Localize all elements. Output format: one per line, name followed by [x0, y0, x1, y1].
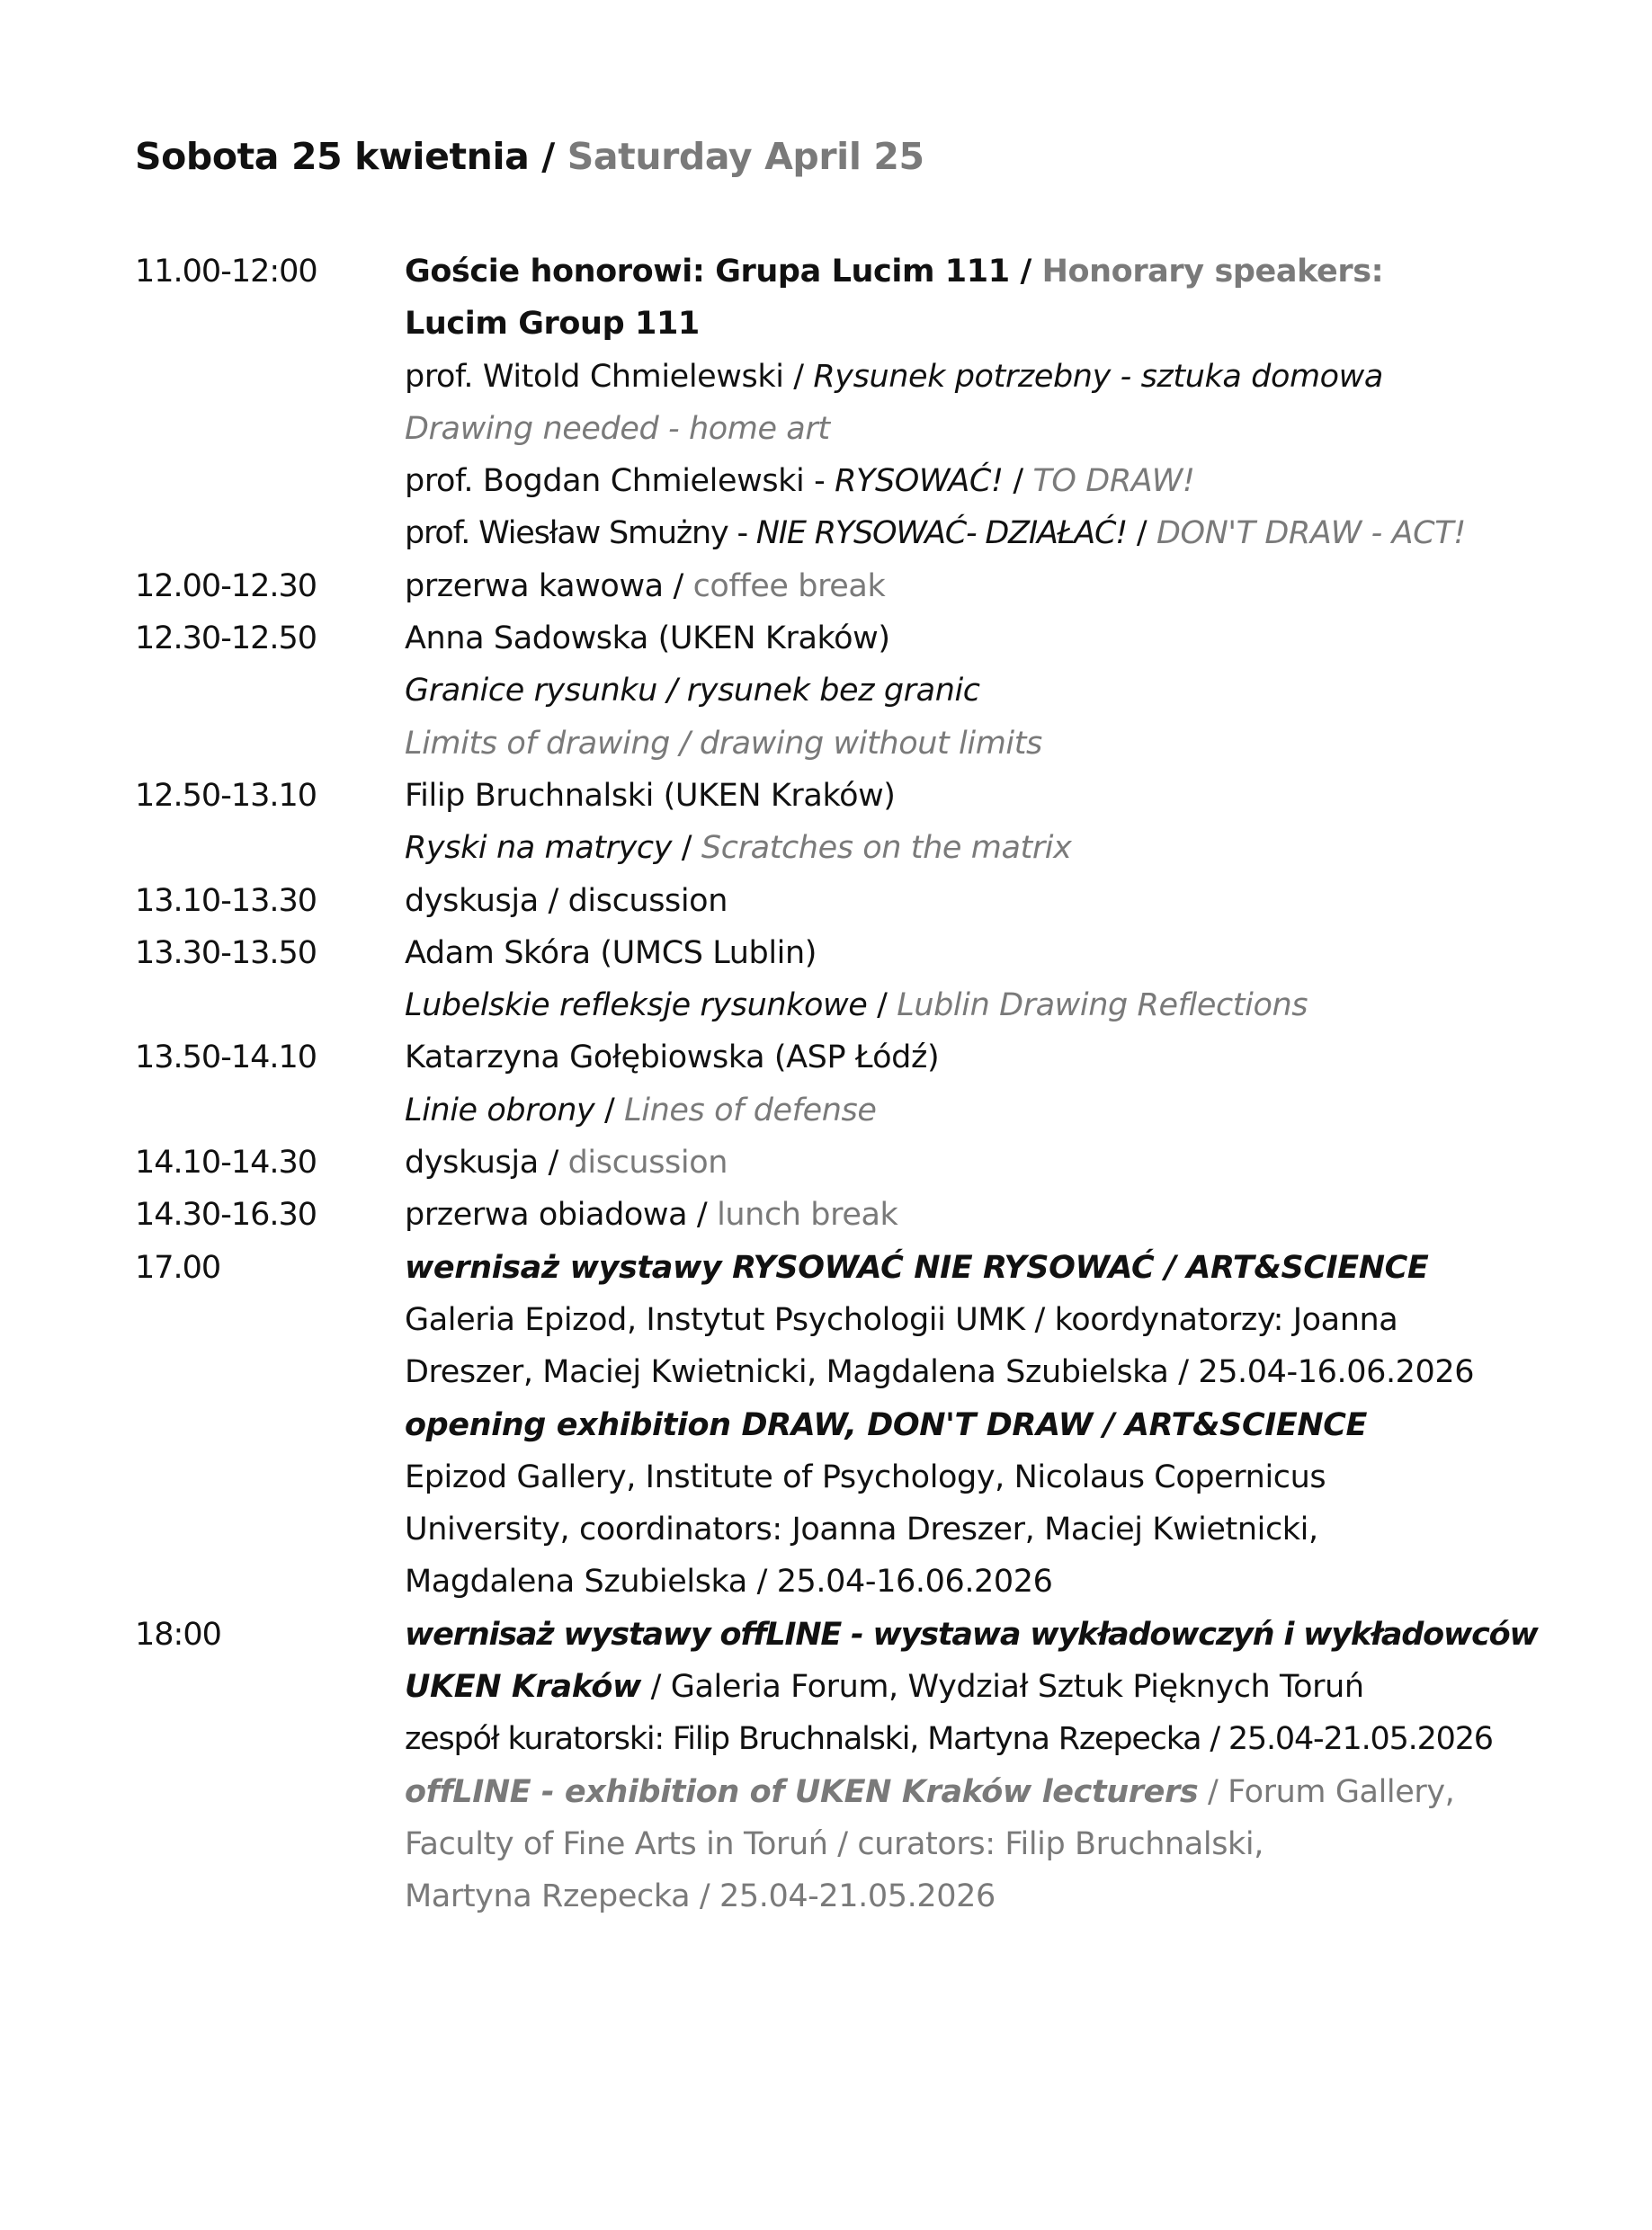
schedule-time: 13.10-13.30 — [135, 882, 317, 919]
text-segment: Scratches on the matrix — [701, 830, 1072, 867]
detail-line — [405, 875, 1538, 927]
text-segment: Lucim Group 111 — [405, 306, 700, 343]
day-heading — [135, 135, 924, 178]
text-segment: Anna Sadowska (UKEN Kraków) — [405, 620, 890, 657]
detail-line — [405, 1766, 1538, 1818]
schedule-details — [405, 1031, 1538, 1137]
schedule-row — [135, 612, 1538, 770]
text-segment: wernisaż wystawy RYSOWAĆ NIE RYSOWAĆ / ART&SCIENCE — [405, 1249, 1429, 1286]
schedule-time: 12.30-12.50 — [135, 620, 317, 657]
detail-line — [405, 1503, 1538, 1556]
text-segment: Epizod Gallery, Institute of Psychology, Nicolaus Copernicus — [405, 1458, 1326, 1495]
detail-line — [405, 1189, 1538, 1241]
schedule-details — [405, 1189, 1538, 1241]
text-segment: discussion — [567, 1145, 728, 1182]
text-segment: Faculty of Fine Arts in Toruń / curators: Filip Bruchnalski, — [405, 1825, 1264, 1862]
detail-line — [405, 298, 1538, 350]
detail-line — [405, 1661, 1538, 1713]
text-segment: Drawing needed - home art — [405, 410, 830, 447]
schedule-details — [405, 875, 1538, 927]
schedule-time: 13.50-14.10 — [135, 1039, 317, 1076]
text-segment: przerwa kawowa / — [405, 567, 693, 604]
detail-line — [405, 1137, 1538, 1189]
detail-line — [405, 770, 1538, 822]
detail-line — [405, 1556, 1538, 1608]
schedule-row — [135, 875, 1538, 927]
schedule-details — [405, 612, 1538, 770]
text-segment: Goście honorowi: Grupa Lucim 111 / — [405, 254, 1042, 290]
schedule-row — [135, 1242, 1538, 1609]
detail-line — [405, 1294, 1538, 1346]
detail-line — [405, 1084, 1538, 1137]
detail-line — [405, 245, 1538, 298]
text-segment: / — [867, 987, 897, 1024]
schedule-time: 12.50-13.10 — [135, 777, 317, 814]
schedule-time: 11.00-12:00 — [135, 254, 317, 290]
text-segment: opening exhibition DRAW, DON'T DRAW / ART&SCIENCE — [405, 1406, 1368, 1443]
schedule-row — [135, 770, 1538, 875]
text-segment: / — [1127, 515, 1156, 552]
detail-line — [405, 1399, 1538, 1451]
text-segment: Martyna Rzepecka / 25.04-21.05.2026 — [405, 1878, 996, 1915]
text-segment: University, coordinators: Joanna Dreszer, Maciej Kwietnicki, — [405, 1512, 1318, 1548]
text-segment: / Galeria Forum, Wydział Sztuk Pięknych Toruń — [640, 1669, 1364, 1706]
text-segment: zespół kuratorski: Filip Bruchnalski, Martyna Rzepecka / 25.04-21.05.2026 — [405, 1721, 1493, 1758]
text-segment: Magdalena Szubielska / 25.04-16.06.2026 — [405, 1564, 1053, 1601]
text-segment: TO DRAW! — [1032, 463, 1195, 500]
text-segment: Lines of defense — [624, 1092, 877, 1128]
detail-line — [405, 1031, 1538, 1084]
text-segment: / — [1003, 463, 1033, 500]
text-segment: Galeria Epizod, Instytut Psychologii UMK / koordynatorzy: Joanna — [405, 1301, 1398, 1338]
schedule-details — [405, 770, 1538, 875]
text-segment: NIE RYSOWAĆ- DZIAŁAĆ! — [755, 515, 1128, 552]
text-segment: lunch break — [717, 1197, 898, 1234]
detail-line — [405, 1451, 1538, 1503]
schedule-row — [135, 927, 1538, 1032]
schedule-time: 12.00-12.30 — [135, 567, 317, 604]
text-segment: DON'T DRAW - ACT! — [1156, 515, 1466, 552]
text-segment: / — [594, 1092, 625, 1128]
day-heading-en: Saturday April 25 — [567, 135, 924, 178]
text-segment: UKEN Kraków — [405, 1669, 641, 1706]
schedule-row — [135, 1137, 1538, 1189]
text-segment: dyskusja / discussion — [405, 882, 728, 919]
detail-line — [405, 1242, 1538, 1294]
detail-line — [405, 665, 1538, 717]
schedule-details — [405, 927, 1538, 1032]
schedule-time: 18:00 — [135, 1616, 221, 1653]
schedule-details — [405, 1609, 1538, 1923]
text-segment: Ryski na matrycy — [405, 830, 673, 867]
text-segment: prof. Bogdan Chmielewski - — [405, 463, 835, 500]
detail-line — [405, 560, 1538, 612]
text-segment: Adam Skóra (UMCS Lublin) — [405, 934, 817, 971]
text-segment: Lubelskie refleksje rysunkowe — [405, 987, 868, 1024]
detail-line — [405, 979, 1538, 1031]
text-segment: przerwa obiadowa / — [405, 1197, 718, 1234]
detail-line — [405, 1713, 1538, 1765]
detail-line — [405, 612, 1538, 665]
text-segment: prof. Wiesław Smużny - — [405, 515, 756, 552]
schedule-row — [135, 245, 1538, 560]
detail-line — [405, 1609, 1538, 1661]
text-segment: Katarzyna Gołębiowska (ASP Łódź) — [405, 1039, 940, 1076]
schedule-row — [135, 1031, 1538, 1137]
schedule-details — [405, 1242, 1538, 1609]
text-segment: dyskusja / — [405, 1145, 568, 1182]
schedule-row — [135, 1609, 1538, 1923]
schedule-time: 13.30-13.50 — [135, 934, 317, 971]
schedule-row — [135, 1189, 1538, 1241]
text-segment: offLINE - exhibition of UKEN Kraków lecturers — [405, 1773, 1199, 1810]
text-segment: Granice rysunku / rysunek bez granic — [405, 673, 980, 709]
text-segment: Limits of drawing / drawing without limits — [405, 725, 1042, 762]
detail-line — [405, 927, 1538, 979]
detail-line — [405, 455, 1538, 507]
detail-line — [405, 1346, 1538, 1398]
text-segment: Linie obrony — [405, 1092, 595, 1128]
text-segment: coffee break — [692, 567, 886, 604]
day-heading-pl: Sobota 25 kwietnia / — [135, 135, 555, 178]
text-segment: prof. Witold Chmielewski / — [405, 358, 814, 395]
schedule-details — [405, 560, 1538, 612]
detail-line — [405, 507, 1538, 559]
detail-line — [405, 1870, 1538, 1922]
text-segment: Dreszer, Maciej Kwietnicki, Magdalena Szubielska / 25.04-16.06.2026 — [405, 1354, 1475, 1391]
detail-line — [405, 351, 1538, 403]
schedule-list — [135, 245, 1538, 1923]
schedule-row — [135, 560, 1538, 612]
detail-line — [405, 822, 1538, 874]
text-segment: Lublin Drawing Reflections — [897, 987, 1308, 1024]
text-segment: RYSOWAĆ! — [835, 463, 1004, 500]
detail-line — [405, 1818, 1538, 1870]
schedule-details — [405, 1137, 1538, 1189]
detail-line — [405, 718, 1538, 770]
detail-line — [405, 403, 1538, 455]
text-segment: wernisaż wystawy offLINE - wystawa wykładowczyń i wykładowców — [405, 1616, 1538, 1653]
text-segment: Honorary speakers: — [1041, 254, 1384, 290]
schedule-time: 17.00 — [135, 1249, 221, 1286]
text-segment: / — [672, 830, 701, 867]
text-segment: Rysunek potrzebny - sztuka domowa — [813, 358, 1383, 395]
schedule-time: 14.30-16.30 — [135, 1197, 317, 1234]
schedule-time: 14.10-14.30 — [135, 1145, 317, 1182]
text-segment: / Forum Gallery, — [1198, 1773, 1455, 1810]
schedule-details — [405, 245, 1538, 560]
text-segment: Filip Bruchnalski (UKEN Kraków) — [405, 777, 896, 814]
